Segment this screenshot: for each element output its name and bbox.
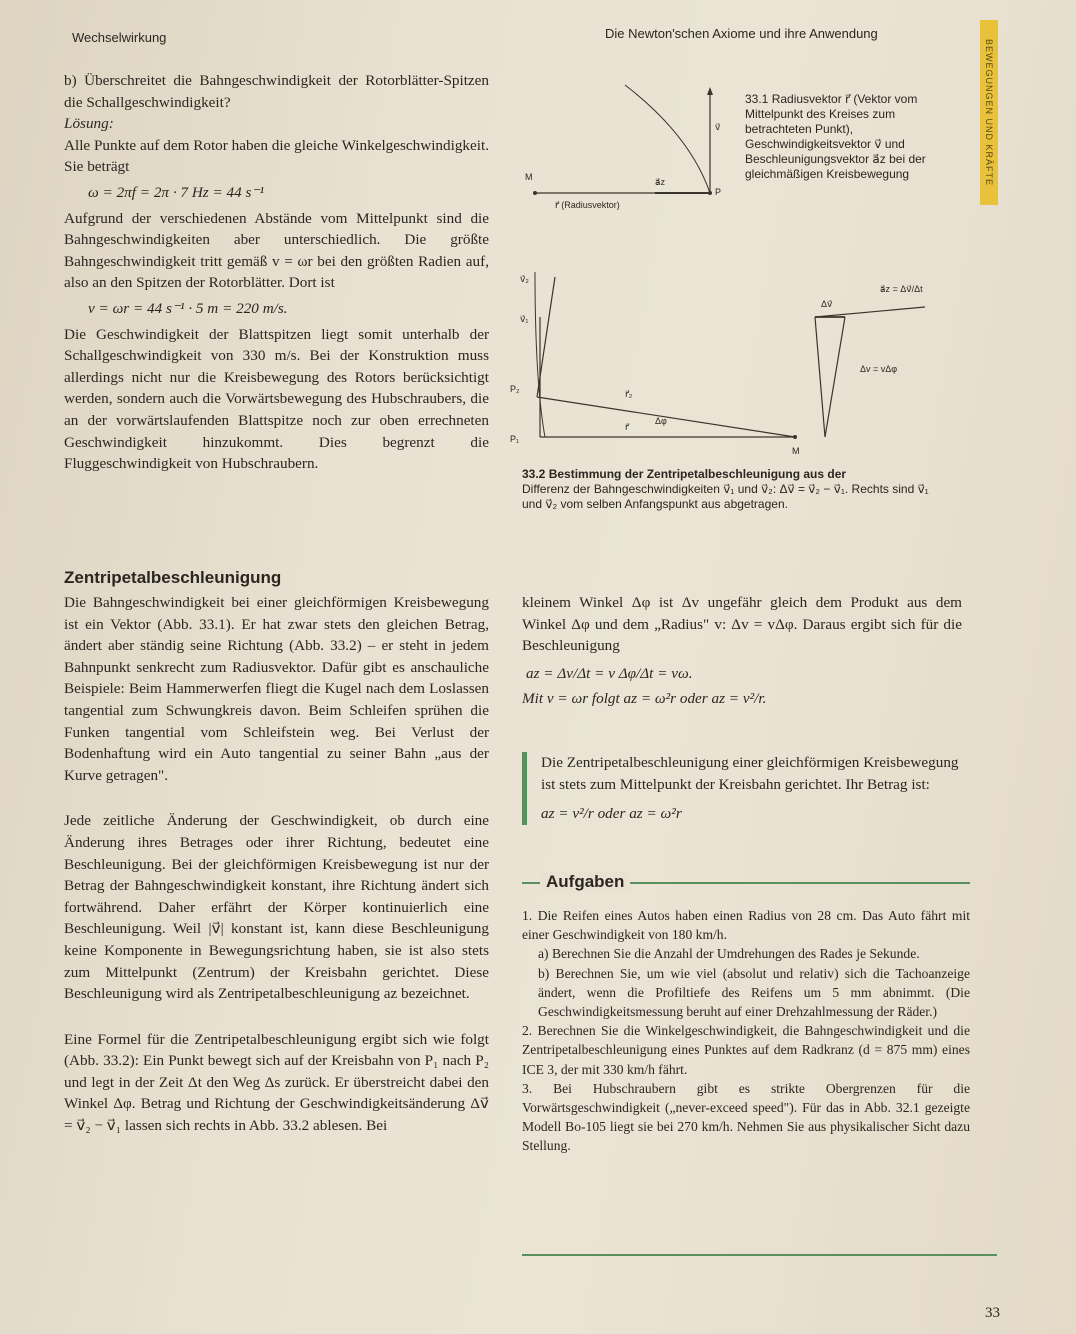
fig2-caption-body: Differenz der Bahngeschwindigkeiten v⃗₁ und v⃗₂: Δv⃗ = v⃗₂ − v⃗₁. Rechts sind v⃗₁ und v⃗₂ vom selben Anfangspunkt aus abgetragen. [522, 482, 929, 511]
label-radius: r⃗ (Radiusvektor) [555, 200, 620, 210]
rule-text: Die Zentripetalbeschleunigung einer gleichförmigen Kreisbewegung ist stets zum Mittelpunkt der Kreisbahn gerichtet. Ihr Betrag ist: [541, 754, 959, 793]
formula-velocity: v = ωr = 44 s⁻¹ · 5 m = 220 m/s. [88, 299, 288, 317]
rule-box [522, 752, 961, 825]
page-number: 33 [985, 1305, 1000, 1321]
left-column-body [64, 592, 489, 1137]
center-m [793, 435, 797, 439]
zentripetal-para3: Eine Formel für die Zentripetalbeschleunigung ergibt sich wie folgt (Abb. 33.2): Ein Punkt bewegt sich auf der Kreisbahn von P₁ nach P₂ und legt in der Zeit Δt den Weg Δs zurück. Er überstreicht dabei den Winkel Δφ. Betrag und Richtung der Geschwindigkeitsänderung Δv⃗ = v⃗₂ − v⃗₁ lassen sich rechts in Abb. 33.2 ablesen. Bei [64, 1030, 489, 1135]
part-b-question: b) Überschreitet die Bahngeschwindigkeit der Rotorblätter-Spitzen die Schallgeschwindigkeit? [64, 72, 489, 111]
aufgabe-1: 1. Die Reifen eines Autos haben einen Radius von 28 cm. Das Auto fährt mit einer Geschwindigkeit von 180 km/h. [522, 908, 970, 943]
aufgaben-rule-bottom [522, 1254, 997, 1256]
label-v: v⃗ [715, 122, 721, 132]
fig1-caption: 33.1 Radiusvektor r⃗ (Vektor vom Mittelpunkt des Kreises zum betrachteten Punkt), Geschwindigkeitsvektor v⃗ und Beschleunigungsvektor a⃗z bei der gleichmäßigen Kreisbewegung [745, 92, 926, 181]
aufgabe-3: 3. Bei Hubschraubern gibt es strikte Obergrenzen für die Vorwärtsgeschwindigkeit („never-exceed speed"). Für das in Abb. 32.1 gezeigte Modell Bo-105 liegt sie bei 270 km/h. Nehmen Sie aus physikalischer Sicht dazu Stellung. [522, 1080, 970, 1154]
triangle-left [815, 317, 825, 437]
aufgabe-1b: b) Berechnen Sie, um wie viel (absolut und relativ) sich die Tachoanzeige ändert, wenn die Profiltiefe des Reifens um 5 mm abnimmt. (Die Geschwindigkeitsmessung beruht auf einer Drehzahlmessung der Räder.) [538, 965, 970, 1020]
part-b-line2: Aufgrund der verschiedenen Abstände vom Mittelpunkt sind die Bahngeschwindigkeiten aber unterschiedlich. Die größte Bahngeschwindigkeit tritt gemäß v = ωr bei den größten Radien auf, also an den Spitzen der Rotorblätter. Dort ist [64, 209, 489, 292]
figure-centripetal-diagram [505, 262, 960, 462]
side-chapter-tab: BEWEGUNGEN UND KRÄFTE [980, 20, 998, 205]
loesung-label: Lösung: [64, 115, 114, 133]
aufgabe-2: 2. Berechnen Sie die Winkelgeschwindigkeit, die Bahngeschwindigkeit und die Zentripetalbeschleunigung eines Punktes auf dem Radkranz (d = 875 mm) eines ICE 3, der mit 330 km/h fährt. [522, 1023, 970, 1077]
center-point [533, 191, 537, 195]
circle-arc [625, 85, 710, 193]
aufgabe-1a: a) Berechnen Sie die Anzahl der Umdrehungen des Rades je Sekunde. [538, 946, 920, 962]
formula-az-result: Mit v = ωr folgt az = ω²r oder az = v²/r. [522, 690, 767, 708]
fig2-caption-title: 33.2 Bestimmung der Zentripetalbeschleunigung aus der [522, 467, 847, 481]
triangle-right [825, 317, 845, 437]
aufgaben-heading: Aufgaben [540, 872, 630, 892]
rule-formula: az = v²/r oder az = ω²r [541, 805, 682, 823]
right-para: kleinem Winkel Δφ ist Δv ungefähr gleich dem Produkt aus dem Winkel Δφ und dem „Radius" v: Δv = vΔφ. Daraus ergibt sich für die Beschleunigung [522, 594, 962, 655]
label-p2: P₂ [510, 384, 520, 394]
label-dphi: Δφ [655, 416, 667, 426]
zentripetal-para1: Die Bahngeschwindigkeit bei einer gleichförmigen Kreisbewegung ist ein Vektor (Abb. 33.1). Er hat zwar stets den gleichen Betrag, ändert aber ständig seine Richtung (Abb. 33.2) – er steht in jedem Bahnpunkt senkrecht zum Radiusvektor. Dafür gibt es anschauliche Beispiele: Beim Hammerwerfen fliegt die Kugel nach dem Loslassen tangential zum Schwungkreis davon. Beim Schleifen sprühen die Funken tangential vom Schleifstein weg. Bei Verlust der Bodenhaftung wird ein Auto tangential zu seiner Bahn „aus der Kurve getragen". [64, 594, 489, 784]
label-az: a⃗z [655, 177, 666, 187]
label-m: M [525, 172, 533, 182]
label-r: r⃗ [625, 422, 629, 432]
aufgaben-list [522, 906, 970, 1156]
label-p: P [715, 187, 722, 197]
label-v1: v⃗₁ [520, 314, 529, 324]
label-r2: r⃗₂ [625, 389, 633, 399]
label-m-2: M [792, 446, 800, 456]
section-heading: Zentripetalbeschleunigung [64, 568, 282, 587]
velocity-arrowhead [707, 87, 713, 95]
label-dv: Δv⃗ [821, 299, 833, 309]
part-b-block [64, 70, 489, 475]
label-dv-eq: Δv = vΔφ [860, 364, 898, 374]
formula-omega: ω = 2πf = 2π · 7 Hz = 44 s⁻¹ [88, 183, 264, 201]
zentripetal-para2: Jede zeitliche Änderung der Geschwindigkeit, ob durch eine Änderung ihres Betrages oder ihrer Richtung, bedeutet eine Beschleunigung. Bei der gleichförmigen Kreisbewegung ist nur der Betrag der Bahngeschwindigkeit konstant, ihre Richtung ändert sich fortwährend. Daher erfährt der Körper kontinuierlich eine Beschleunigung. Weil |v⃗| konstant ist, kann diese Beschleunigung keine Komponente in Bewegungsrichtung haben, sie ist also stets zum Mittelpunkt (Zentrum) der Kreisbahn gerichtet. Diese Beschleunigung wird als Zentripetalbeschleunigung az bezeichnet. [64, 812, 489, 1003]
part-b-line1: Alle Punkte auf dem Rotor haben die gleiche Winkelgeschwindigkeit. Sie beträgt [64, 136, 489, 176]
header-chapter: Wechselwirkung [72, 30, 167, 45]
part-b-line3: Die Geschwindigkeit der Blattspitzen liegt somit unterhalb der Schallgeschwindigkeit von 330 m/s. Bei der Konstruktion muss allerdings nicht nur die Kreisbewegung des Rotors berücksichtigt werden, sondern auch die Vorwärtsbewegung des Hubschraubers, die an der vorwärtslaufenden Blattspitze noch zur oben errechneten Geschwindigkeit hinzukommt. Dies begrenzt die Fluggeschwindigkeit von Hubschraubern. [64, 325, 489, 473]
fig2-caption [522, 467, 952, 512]
label-az-2: a⃗z = Δv⃗/Δt [880, 284, 923, 294]
point-p [708, 191, 712, 195]
right-column-body [522, 592, 962, 710]
figure-radius-vector [505, 75, 740, 215]
label-v2: v⃗₂ [520, 274, 529, 284]
header-section: Die Newton'schen Axiome und ihre Anwendung [605, 26, 878, 41]
label-p1: P₁ [510, 434, 520, 444]
formula-az-derivation: az = Δv/Δt = v Δφ/Δt = vω. [526, 664, 693, 682]
